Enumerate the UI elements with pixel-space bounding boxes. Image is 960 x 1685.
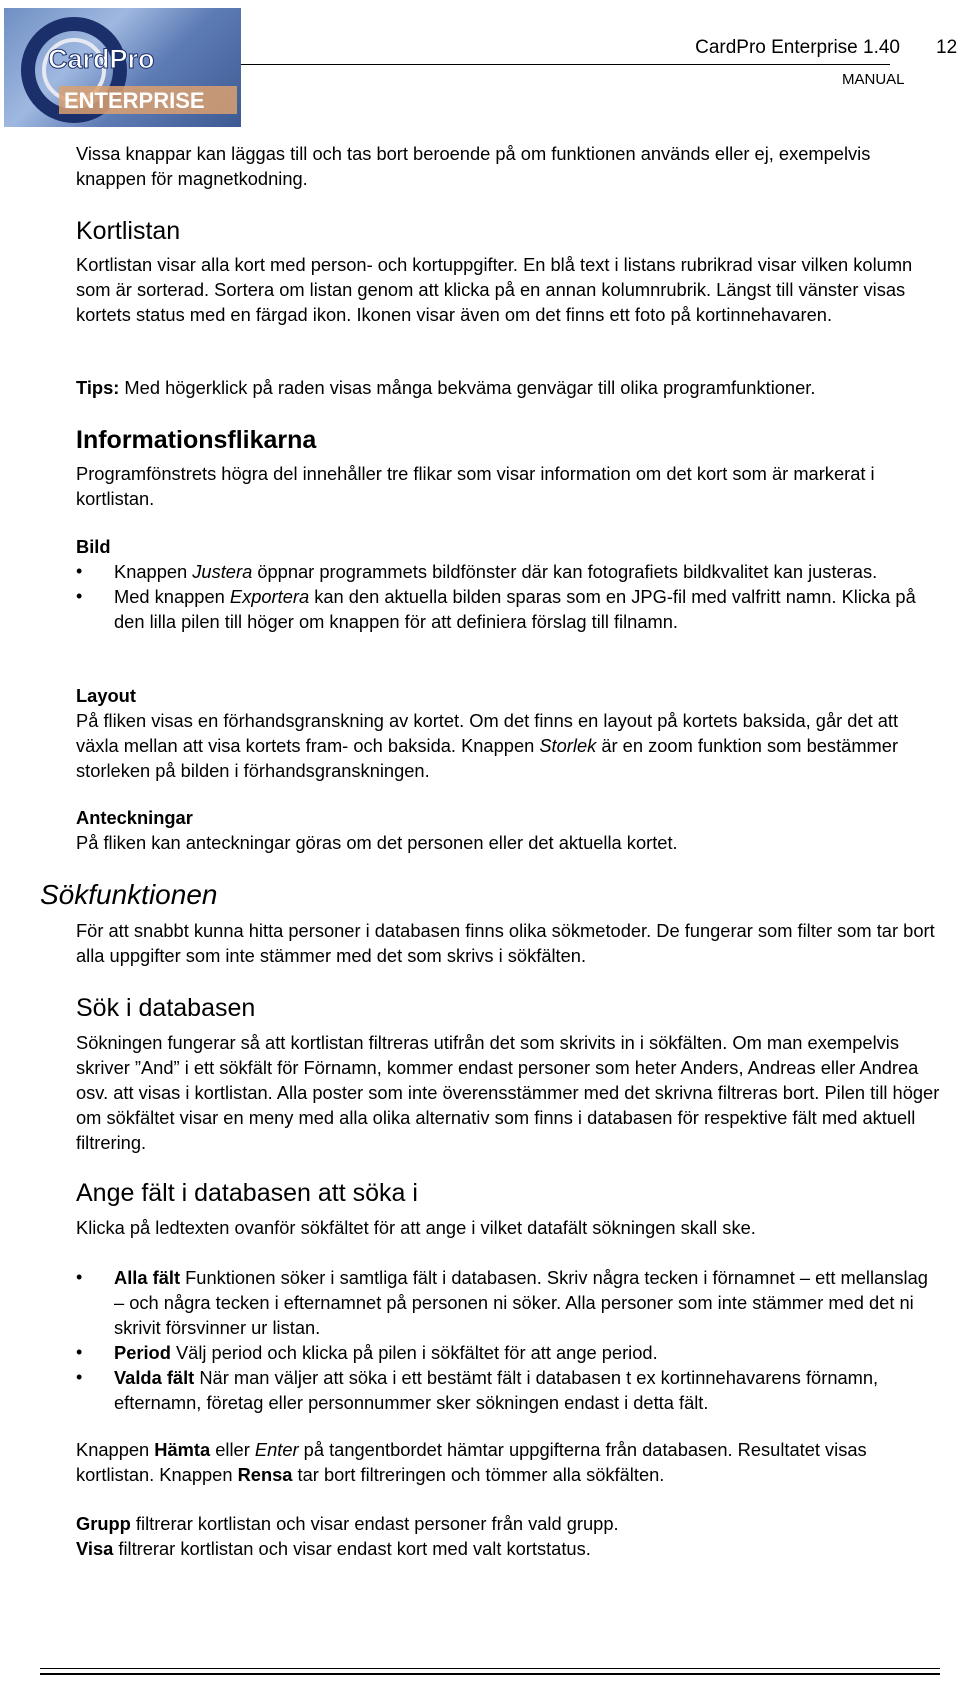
bild-list [76, 559, 942, 634]
anteckningar-heading: Anteckningar [76, 807, 193, 828]
sok-db-heading: Sök i databasen [76, 994, 256, 1022]
grupp-paragraph: Grupp filtrerar kortlistan och visar endast personer från vald grupp. [76, 1513, 619, 1534]
list-item: • Period Välj period och klicka på pilen i sökfältet för att ange period. [76, 1340, 942, 1365]
exportera-term: Exportera [229, 586, 310, 607]
anteckningar-text: På fliken kan anteckningar göras om det personen eller det aktuella kortet. [76, 832, 678, 853]
info-heading: Informationsflikarna [76, 426, 317, 454]
footer-rule [40, 1668, 940, 1669]
header-subtitle: MANUAL [842, 71, 905, 88]
list-item: • Knappen Justera öppnar programmets bildfönster där kan fotografiets bildkvalitet kan justeras. [76, 559, 942, 584]
rensa-term: Rensa [237, 1464, 293, 1485]
kortlistan-heading: Kortlistan [76, 217, 181, 245]
page-number: 12 [936, 37, 958, 58]
hamta-term: Hämta [154, 1439, 211, 1460]
tips-paragraph [76, 375, 942, 400]
kortlistan-text: Kortlistan visar alla kort med person- och kortuppgifter. En blå text i listans rubrikrad visar vilken kolumn som är sorterad. Sortera om listan genom att klicka på en annan kolumnrubrik. Längst till vänster visas kortets status med en färgad ikon. Ikonen visar även om det finns ett foto på kortinnehavaren. [76, 254, 913, 325]
sok-text: För att snabbt kunna hitta personer i databasen finns olika sökmetoder. De fungerar som filter som tar bort alla uppgifter som inte stämmer med det som skrivs i sökfälten. [76, 920, 935, 966]
logo-text-bottom: ENTERPRISE [64, 88, 205, 113]
list-item: • Valda fält När man väljer att söka i ett bestämt fält i databasen t ex kortinnehavarens förnamn, efternamn, företag eller personnummer sker sökningen endast i detta fält. [76, 1365, 942, 1415]
cardpro-logo [4, 8, 241, 127]
sok-db-text: Sökningen fungerar så att kortlistan filtreras utifrån det som skrivits in i sökfälten. Om man exempelvis skriver ”And” i ett sökfält för Förnamn, kommer endast personer som heter Anders, Andreas eller Andrea osv. att visas i kortlistan. Alla poster som inte överensstämmer med det skrivna filtreras bort. Pilen till höger om sökfältet visar en meny med alla olika alternativ som finns i databasen för respektive fält med aktuell filtrering. [76, 1032, 940, 1153]
layout-text: På fliken visas en förhandsgranskning av kortet. Om det finns en layout på kortets baksida, går det att växla mellan att visa kortets fram- och baksida. Knappen Storlek är en zoom funktion som bestämmer storleken på bilden i förhandsgranskningen. [76, 710, 899, 781]
hamta-paragraph: Knappen Hämta eller Enter på tangentbordet hämtar uppgifterna från databasen. Resultatet visas kortlistan. Knappen Rensa tar bort filtreringen och tömmer alla sökfälten. [76, 1439, 867, 1485]
list-item: • Med knappen Exportera kan den aktuella bilden sparas som en JPG-fil med valfritt namn. Klicka på den lilla pilen till höger om knappen för att definiera förslag till filnamn. [76, 584, 942, 634]
visa-paragraph: Visa filtrerar kortlistan och visar endast kort med valt kortstatus. [76, 1538, 591, 1559]
layout-heading: Layout [76, 685, 136, 706]
ange-list [76, 1265, 942, 1415]
list-item: • Alla fält Funktionen söker i samtliga fält i databasen. Skriv några tecken i förnamnet – ett mellanslag – och några tecken i efternamnet på personen ni söker. Alla personer som inte stämmer med det ni skrivit försvinner ur listan. [76, 1265, 942, 1340]
intro-paragraph: Vissa knappar kan läggas till och tas bort beroende på om funktionen används eller ej, exempelvis knappen för magnetkodning. [76, 143, 871, 189]
tips-text: Med högerklick på raden visas många bekväma genvägar till olika programfunktioner. [119, 377, 816, 398]
ange-text: Klicka på ledtexten ovanför sökfältet för att ange i vilket datafält sökningen skall ske. [76, 1217, 756, 1238]
bild-heading: Bild [76, 536, 111, 557]
info-text: Programfönstrets högra del innehåller tre flikar som visar information om det kort som är markerat i kortlistan. [76, 463, 875, 509]
enter-term: Enter [254, 1439, 299, 1460]
storlek-term: Storlek [539, 735, 597, 756]
sok-heading: Sökfunktionen [40, 879, 218, 910]
footer-rule [40, 1673, 940, 1675]
header-rule [241, 64, 890, 65]
header-title: CardPro Enterprise 1.40 [695, 37, 900, 58]
logo-text-top: CardPro [48, 44, 155, 74]
ange-heading: Ange fält i databasen att söka i [76, 1179, 418, 1207]
justera-term: Justera [192, 561, 253, 582]
tips-label: Tips: [76, 377, 120, 398]
